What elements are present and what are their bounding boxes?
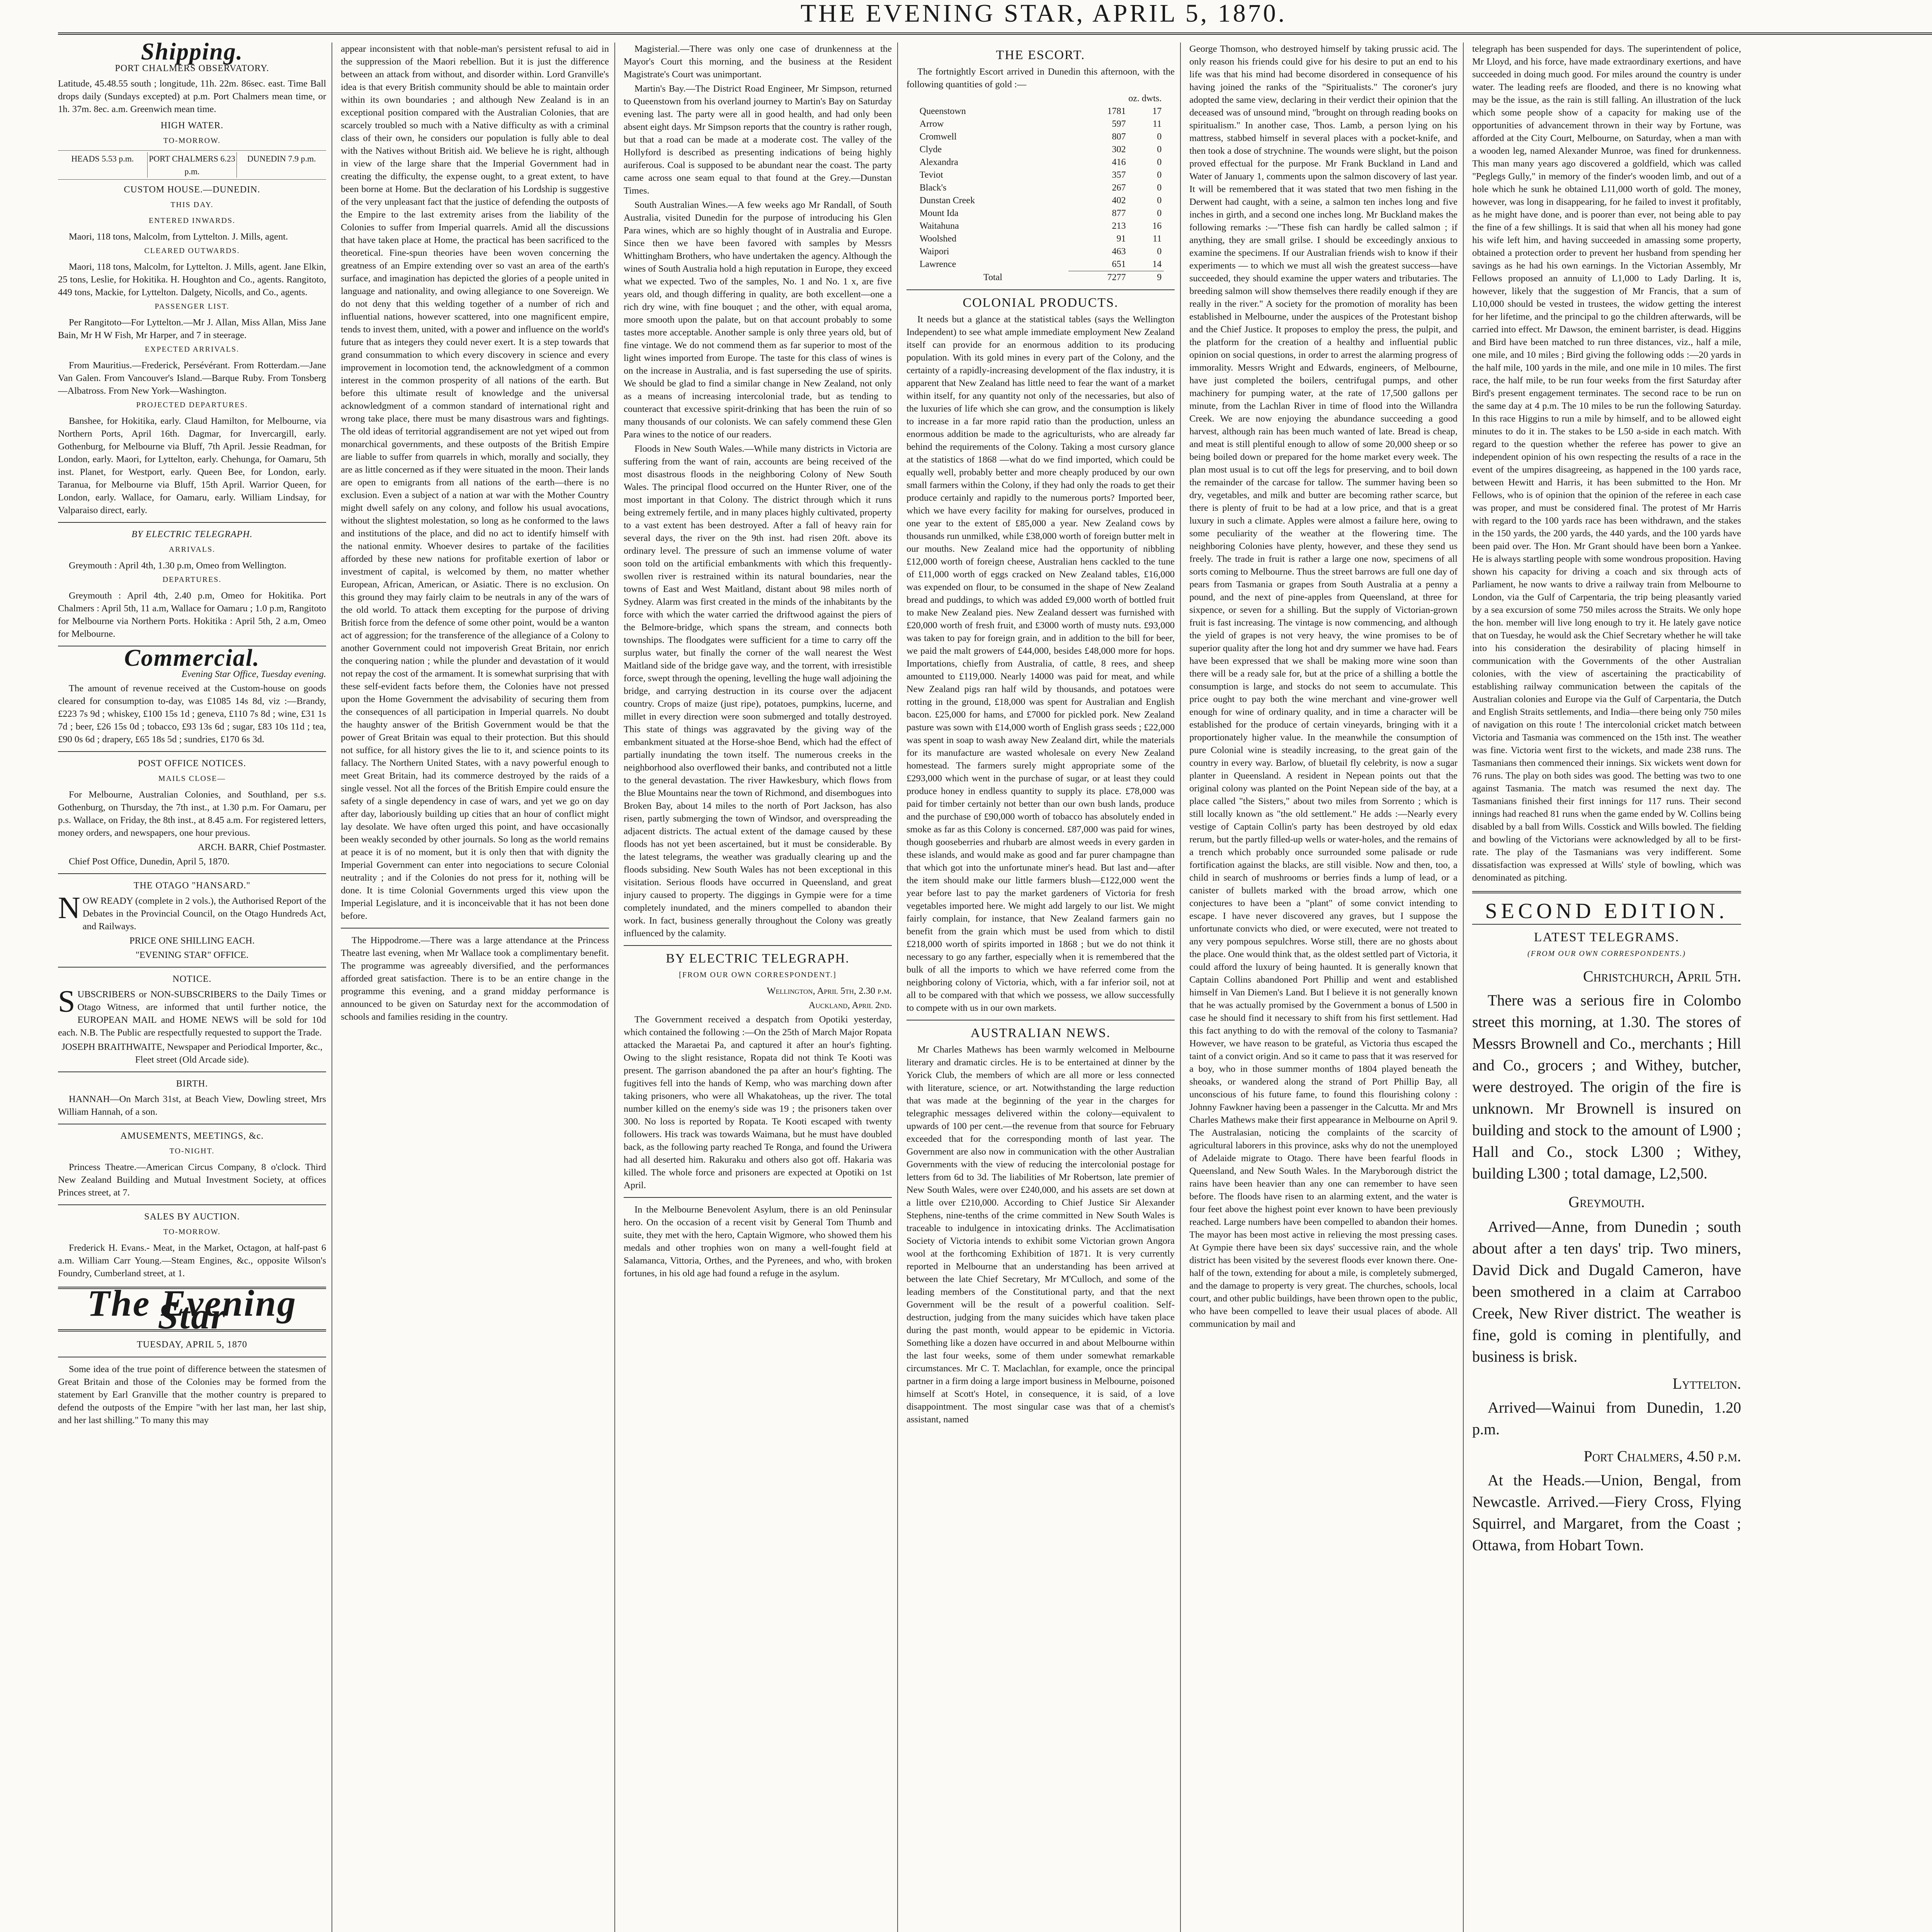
office-line: Evening Star Office, Tuesday evening. bbox=[181, 669, 326, 679]
telegraph-heading: BY ELECTRIC TELEGRAPH. bbox=[666, 951, 850, 966]
gold-total-row bbox=[917, 271, 1164, 284]
correspondent-label: [FROM OUR OWN CORRESPONDENT.] bbox=[679, 971, 837, 979]
tide-table bbox=[58, 150, 326, 180]
cleared-heading: CLEARED OUTWARDS. bbox=[144, 247, 240, 255]
projected-heading: PROJECTED DEPARTURES. bbox=[136, 401, 248, 409]
tomorrow-label: TO-MORROW. bbox=[163, 1228, 221, 1236]
amusements-heading: AMUSEMENTS, MEETINGS, &c. bbox=[120, 1131, 264, 1141]
australian-continued: George Thomson, who destroyed himself by taking prussic acid. The only reason his friends could give for his desire to put an end to his life was that his mind had become disordered in consequence of his having joined the ranks of the "Spiritualists." The coroner's jury adopted the same view, declaring in their verdict their opinion that the deceased was of unsound mind, "brought on through reading books on spiritualism." In another case, Thos. Lamb, a person lying on his mattress, stabbed himself in several places with a pocket-knife, and then took a dose of strychnine. The wounds were slight, but the poison proved effectual for the purpose. Mr Frank Buckland in Land and Water of January 1, comments upon the salmon discovery of last year. It will be remembered that it was stated that two men fishing in the Derwent had caught, with a seine, a salmon ten inches long and five inches in girth, and a second one inches long. Mr Buckland makes the following remarks :—"These fish can hardly be called salmon ; if anything, they are small grilse. I should be exceedingly anxious to examine the specimens. If our Australian friends wish to know if their experiments — to which we must all wish the greatest success—have succeeded, they should examine the upper waters and tributaries. The breeding salmon will show themselves there readily enough if they are really in the river." A society for the promotion of morality has been established in Melbourne, under the auspices of the Protestant bishop and the Chief Justice. It proposes to employ the press, the pulpit, and the platform for the creation of a healthy and influential public opinion on social questions, in order to arrest the alarming progress of immorality. Messrs Wright and Edwards, engineers, of Melbourne, have just completed the boilers, centrifugal pumps, and other machinery for pumping water, at the rate of 17,500 gallons per minute, from the Lachlan River in time of flood into the Willandra Creek. We are now enjoying the abundance succeeding a good harvest, although rain has been much wanted of late. Bread is cheap, and meat is still plentiful enough to allow of some 20,000 sheep or so being boiled down or prepared for the home market every week. The plan most usual is to cut off the legs for preserving, and to boil down the remainder of the carcase for tallow. The summer having been so dry, vegetables, and milk and butter are becoming rather scarce, but there is plenty of fruit to be had at a low price, and that is a great luxury in such a climate. Apples were almost a failure here, owing to some peculiarity of the weather at the flowering time. The neighboring Colonies have plenty, however, and these they send us freely. The trade in fruit is rather a large one now, specimens of all sorts coming to Melbourne. Thus the street barrows are full one day of pears from Tasmania or grapes from South Australia at a penny a pound, and the next of pine-apples from Queensland, at three for sixpence, or seven for a shilling. But the supply of Victorian-grown fruit is fast increasing. The vintage is now commencing, and although the yield of grapes is not very heavy, the wine promises to be of superior quality after the long hot and dry summer we have had. Fears have been expressed that we shall be making more wine soon than there will be a ready sale for, but at the price of a shilling a bottle the consumption is large, and stocks do not seem to accumulate. This price ought to pay both the wine merchant and vine-grower well enough for wine of ordinary quality, and in time a character will be established for the produce of certain vineyards, bringing with it a proportionately higher value. In the meanwhile the consumption of pure Colonial wine is steadily increasing, to the great gain of the country in every way. Barlow, of bluetail fly celebrity, is now a sugar planter in Queensland. A resident in Nepean points out that the original colony was planted on the Point Nepean side of the bay, at a place called "the Sisters," about two miles from Sorrento ; which is still locally known as "the old settlement." He adds :—Nearly every vestige of Captain Collin's party has been destroyed by old edax rerum, but the partly filled-up wells or water-holes, and the remains of a trench which probably once surrounded some palisade or rude fortification against the blacks, are still visible. Now and then, too, a child in search of mushrooms or berries finds a lump of lead, or a canister of bullets marked with the broad arrow, which one conjectures to have been a "plant" of some convict intending to escape. I have never discovered any graves, but I suppose the unfortunate convicts who died, or were executed, were not treated to any very pompous sepulchres. Worse still, there are no ghosts about the place. One would think that, as the oldest settled part of Victoria, it could afford the luxury of being haunted. It is generally known that Captain Collins abandoned Port Phillip and went and established himself in Van Diemen's Land. But I believe it is not generally known that he was actually promised by the Government a bonus of L500 in case he should find it necessary to shift from his first settlement. Had this fact anything to do with the removal of the colony to Tasmania? However, we have reason to be grateful, as Victoria thus escaped the taint of a convict origin. And so it came to pass that it was reserved for a boy, who in those summer months of 1804 played beneath the sheoaks, or wandered along the strand of Port Phillip Bay, all unconscious of his future fame, to found this flourishing colony : Johnny Fawkner having been a passenger in the Calcutta. Mr and Mrs Charles Mathews make their first appearance in Melbourne on April 9. The Australasian, noticing the complaints of the scarcity of agricultural laborers in this province, asks why do not the unemployed of Adelaide migrate to Otago. There have been fearful floods in Queensland, and New South Wales. In the Maryborough district the rains have been heavier than any one can remember to have seen before. The floods have risen to an alarming extent, and the water is four feet above the highest point ever known to have been previously reached. Large numbers have been compelled to abandon their homes. The mayor has been most active in relieving the most pressing cases. At Gympie there have been six days' successive rain, and the whole district has been visited by the severest floods ever known there. One-half of the town, extending for about a mile, is completely submerged, and the damage to property is very great. The churches, schools, local court, and other public buildings, have been thrown open to the public, who have been compelled to leave their usual places of abode. All communication by mail and bbox=[1189, 44, 1458, 1329]
divider bbox=[906, 289, 1175, 290]
passenger-heading: PASSENGER LIST. bbox=[155, 302, 230, 311]
post-office-heading: POST OFFICE NOTICES. bbox=[138, 759, 247, 769]
masthead-title: The Evening Star bbox=[87, 1282, 297, 1337]
second-edition-heading: SECOND EDITION. bbox=[1485, 899, 1728, 923]
divider bbox=[58, 522, 326, 523]
gold-oz: 267 bbox=[1112, 183, 1126, 193]
this-day-label: THIS DAY. bbox=[170, 201, 214, 209]
divider bbox=[58, 1204, 326, 1205]
gold-place: Queenstown bbox=[919, 106, 966, 116]
gold-row bbox=[917, 233, 1164, 245]
hansard-body: OW READY (complete in 2 vols.), the Authorised Report of the Debates in the Provincial Council, on the Otago Hundreds Act, and Railways. bbox=[82, 896, 326, 932]
australian-continued-2: telegraph has been suspended for days. The superintendent of police, Mr Lloyd, and his force, have made extraordinary exertions, and have succeeded in doing much good. For miles around the country is under water. The leading reefs are flooded, and there is no knowing what may be the issue, as the rain is still falling. An illustration of the luck which some people show of a capacity for making use of the opportunities of advancement thrown in their way by Fortune, was afforded at the City Court, Melbourne, on Saturday, when a man with a wooden leg, named Alexander Munroe, was fined for drunkenness. This man many years ago discovered a goldfield, which was called "Peglegs Gully," in memory of the finder's wooden limb, and out of a hole which he sunk he obtained L11,000 worth of gold. The money, however, was long in disappearing, for he failed to invest it profitably, as he might have done, and is poorer than ever, not being able to pay the fine of a few shillings. It is said that when all his money had gone his wife left him, and having succeeded in amassing some property, obtained a protection order to prevent her husband from spending her savings as he had his own earnings. In the Victorian Assembly, Mr Fellows proposed an annuity of L1,000 to Lady Darling. It is, however, likely that the suggestion of Mr Francis, that a sum of L10,000 should be vested in trustees, the widow getting the interest for her lifetime, and the principal to go the children afterwards, will be carried into effect. Mr Dawson, the eminent barrister, is dead. Higgins and Bird have been matched to run three distances, viz., half a mile, one mile, and 10 miles ; Bird giving the following odds :—20 yards in the half mile, 100 yards in the mile, and one mile in 10 miles. The first race, the half mile, to be run four weeks from the first Saturday after Bird's present engagement terminates. The second race to be run on the same day at 4 p.m. The 10 miles to be run the following Saturday. In this race Higgins to run a mile by himself, and to be allowed eight minutes to do it in. The stakes to be L50 a-side in each match. With regard to the question whether the referee has power to give an independent opinion of his own respecting the results of a race in the event of the umpires disagreeing, as happened in the 100 yards race, between Hewitt and Harris, it has been submitted to the Hon. Mr Fellows, who is of opinion that the opinion of the referee in each case was proper, and must be considered final. The protest of Mr Harris with regard to the 100 yards race has been withdrawn, and the stakes in the 150 yards, the 200 yards, the 440 yards, and the 100 yards have been paid over. The Hon. Mr Grant should have been born a Yankee. He is always startling people with some wondrous proposition. Having shown his capacity for driving a coach and six through acts of Parliament, he now wants to drive a railway train from Melbourne to London, via the Gulf of Carpentaria, the trip being pleasantly varied by a sea excursion of some 750 miles across the Straits. We only hope the hon. member will live long enough to try it. He lately gave notice that on Tuesday, he would ask the Chief Secretary whether he will take into his consideration the desirability of placing himself in communication with the Governments of the other Australian colonies, with the view of ascertaining the practicability of establishing railway communication between the capitals of the Australian colonies and Europe via the Gulf of Carpentaria, the Dutch and English Straits settlements, and India—there being only 750 miles of navigation on this route ! The intercolonial cricket match between Victoria and Tasmania was commenced on the 15th inst. The weather was fine. Victoria went first to the wickets, and made 238 runs. The Tasmanians then commenced their innings. Six wickets went down for 76 runs. The play on both sides was good. The betting was two to one against Tasmania. The match was resumed the next day. The Tasmanians finished their first innings for 117 runs. Their second innings had reached 81 runs when the game ended by W. Collins being disabled by a ball from Wills. Cosstick and Wills bowled. The fielding and bowling of the Victorians were acknowledged by all to be first-rate. The play of the Tasmanians was very indifferent. Some dissatisfaction was expressed at Wills' style of bowling, which was denominated as pitching. bbox=[1472, 44, 1741, 883]
gold-total-oz: 7277 bbox=[1068, 271, 1128, 284]
gold-place: Cromwell bbox=[919, 132, 957, 142]
gold-place: Waitahuna bbox=[919, 221, 959, 231]
amusements-text: Princess Theatre.—American Circus Company, 8 o'clock. Third New Zealand Building and Mutual Investment Society, at offices Princes street, at 7. bbox=[58, 1162, 326, 1198]
hippodrome-text: The Hippodrome.—There was a large attendance at the Princess Theatre last evening, when Mr Wallace took a complimentary benefit. The programme was agreeably diversified, and the performances afforded great satisfaction. There is to be an entire change in the programme this evening, and a grand midday performance is announced to be given on Saturday next for the accommodation of schools and families residing in the country. bbox=[341, 935, 609, 1022]
floods-text: Floods in New South Wales.—While many districts in Victoria are suffering from the want of rain, accounts are being received of the most disastrous floods in the neighboring Colony of New South Wales. The principal flood occurred on the Hunter River, one of the most important in that Colony. The district through which it runs being extremely fertile, and in many places highly cultivated, property to a vast extent has been destroyed. After a fall of heavy rain for several days, the river on the 9th inst. had risen 20ft. above its ordinary level. The pressure of such an immense volume of water soon told on the artificial embankments with which this frequently-swollen river is restrained within its natural boundaries, near the towns of East and West Maitland, distant about 98 miles north of Sydney. Alarm was first created in the minds of the inhabitants by the force with which the water carried the driftwood against the piers of the Belmore-bridge, which spans the stream, and connects both townships. The floodgates were sufficient for a time to carry off the surplus water, but finally the corner of the wall nearest the West Maitland side of the bridge gave way, and the torrent, with irresistible force, swept through the opening, levelling the huge wall adjoining the bridge, and carrying destruction in its course over the adjacent country. Crops of maize (just ripe), potatoes, pumpkins, lucerne, and millet in every direction were soon submerged and totally destroyed. This state of things was aggravated by the giving way of the embankment situated at the Horse-shoe Bend, which had the effect of partially inundating the town itself. The numerous creeks in the neighborhood also overflowed their banks, and contributed not a little to the general devastation. The river Hawkesbury, which flows from the Blue Mountains near the town of Richmond, and disembogues into Broken Bay, about 14 miles to the north of Port Jackson, has also risen, partly submerging the town of Windsor, and overspreading the adjacent districts. The actual extent of the damage caused by these floods has not yet been ascertained, but it must be considerable. By the latest telegrams, the weather was gradually clearing up and the floods subsiding. New South Wales has not been exceptional in this visitation. Serious floods have occurred in Queensland, and great injury caused to property. The diggings in Gympie were for a time completely inundated, and the miners compelled to abandon their work. In fact, business generally throughout the Colony was greatly influenced by the calamity. bbox=[624, 444, 892, 939]
gold-dwt: 0 bbox=[1157, 145, 1162, 155]
gold-oz: 91 bbox=[1116, 234, 1126, 244]
column-3 bbox=[624, 43, 898, 1932]
gold-oz: 651 bbox=[1112, 259, 1126, 269]
page-header: THE EVENING STAR, APRIL 5, 1870. bbox=[800, 0, 1287, 27]
gold-place: Waipori bbox=[919, 247, 949, 257]
entered-heading: ENTERED INWARDS. bbox=[148, 216, 236, 225]
greymouth-text: Arrived—Anne, from Dunedin ; south about after a ten days' trip. Two miners, David Dick and Dugald Cameron, have been smothered in a claim at Carraboo Creek, New River district. The weather is fine, gold is coming in plentifully, and business is brisk. bbox=[1472, 1218, 1741, 1365]
notice-sign: JOSEPH BRAITHWAITE, Newspaper and Periodical Importer, &c., Fleet street (Old Arcade side). bbox=[61, 1042, 323, 1065]
birth-heading: BIRTH. bbox=[176, 1079, 208, 1089]
australian-text: Mr Charles Mathews has been warmly welcomed in Melbourne literary and dramatic circles. He is to be entertained at dinner by the Yorick Club, the members of which are all more or less connected with literature, science, or art. Notwithstanding the large reduction that was made at the beginning of the year in the charges for telegraphic messages delivered within the colony—equivalent to upwards of 100 per cent.—the revenue from that source for February exceeded that for the corresponding month of last year. The Government are also now in communication with the other Australian Governments with the view of reducing the intercolonial postage for letters from 6d to 3d. The liabilities of Mr Robertson, late premier of New South Wales, were over £240,000, and his assets are set down at a little over £210,000. According to Chief Justice Sir Alexander Stephens, nine-tenths of the crime committed in New South Wales is traceable to indulgence in intoxicating drinks. The Acclimatisation Society of Victoria intends to exhibit some Victorian grown Angora wool at the forthcoming Exhibition of 1871. It is very currently reported in Melbourne that an understanding has been arrived at between the late Chief Secretary, Mr M'Culloch, and some of the leading members of the Constitutional party, and that the next Government will be the result of a powerful coalition. Self-destruction, judging from the many suicides which have taken place during the past month, would appear to be epidemic in Victoria. Something like a dozen have occurred in and about Melbourne within the last four weeks, some of them under somewhat remarkable circumstances. Mr C. T. Maclachlan, for example, once the principal partner in a firm doing a large import business in Melbourne, poisoned himself at Scott's Hotel, in consequence, it is said, of a love disappointment. The most singular case was that of a chemist's assistant, named bbox=[906, 1044, 1175, 1425]
issue-date: TUESDAY, APRIL 5, 1870 bbox=[137, 1340, 247, 1350]
gold-units-row bbox=[917, 92, 1164, 105]
high-water-heading: HIGH WATER. bbox=[160, 121, 224, 131]
gold-oz: 877 bbox=[1112, 208, 1126, 218]
wines-text: South Australian Wines.—A few weeks ago Mr Randall, of South Australia, visited Dunedin for the purpose of introducing his Glen Para wines, which are so highly thought of in Australia and Europe. Since then we have been favored with samples by Messrs Whittingham Brothers, who have undertaken the agency. Although the wines of South Australia hold a high reputation in Europe, they exceed what we expected. Two of the samples, No. 1 and No. 1 x, are five years old, and though differing in quality, are both excellent—one a rich dry wine, with fine bouquet ; and the other, with equal aroma, more smooth upon the palate, but on that account probably to some tastes more acceptable. Another sample is only three years old, but of fine vintage. We do not commend them as far superior to most of the light wines imported from Europe. The taste for this class of wines is on the increase in Australia, and is fast superseding the use of spirits. We should be glad to find a similar change in New Zealand, not only as a means of increasing intercolonial trade, but as tending to counteract that excessive spirit-drinking that has been the ruin of so many thousands of our colonists. We can safely commend these Glen Para wines to the notice of our readers. bbox=[624, 200, 892, 440]
header-rule bbox=[58, 32, 1932, 35]
gold-place: Black's bbox=[919, 183, 947, 193]
gold-row bbox=[917, 220, 1164, 233]
dateline-lyttelton: Lyttelton. bbox=[1672, 1375, 1741, 1392]
gold-oz: 302 bbox=[1112, 145, 1126, 155]
telegrams-body bbox=[1472, 966, 1741, 1556]
gold-place: Alexandra bbox=[919, 157, 958, 167]
price-line: PRICE ONE SHILLING EACH. bbox=[129, 935, 255, 946]
gold-oz: 416 bbox=[1112, 157, 1126, 167]
column-6 bbox=[1472, 43, 1747, 1932]
shipping-heading: Shipping. bbox=[141, 43, 243, 65]
notice-heading: NOTICE. bbox=[172, 974, 212, 984]
gold-dwt: 0 bbox=[1157, 208, 1162, 218]
column-2 bbox=[341, 43, 615, 1932]
postmaster-sign: ARCH. BARR, Chief Postmaster. bbox=[197, 842, 326, 852]
commercial-text: The amount of revenue received at the Custom-house on goods cleared for consumption to-day, was £1085 14s 8d, viz :—Brandy, £223 7s 9d ; whiskey, £100 15s 1d ; geneva, £110 7s 8d ; wine, £31 1s 7d ; beer, £26 15s 0d ; tobacco, £93 13s 6d ; sugar, £83 10s 11d ; tea, £90 0s 6d ; drapery, £65 18s 5d ; sundries, £170 6s 3d. bbox=[58, 683, 326, 745]
gold-total-label: Total bbox=[983, 272, 1002, 282]
gold-oz: 213 bbox=[1112, 221, 1126, 231]
gold-place: Mount Ida bbox=[919, 208, 959, 218]
gold-dwt: 0 bbox=[1157, 183, 1162, 193]
gold-row bbox=[917, 118, 1164, 131]
lyttelton-text: Arrived—Wainui from Dunedin, 1.20 p.m. bbox=[1472, 1399, 1741, 1438]
divider bbox=[1472, 924, 1741, 925]
gold-place: Clyde bbox=[919, 145, 942, 155]
gold-row bbox=[917, 182, 1164, 194]
arrivals-text: Greymouth : April 4th, 1.30 p.m, Omeo from Wellington. bbox=[69, 560, 287, 571]
drop-cap: S bbox=[58, 985, 75, 1019]
telegraph-heading: BY ELECTRIC TELEGRAPH. bbox=[131, 529, 253, 539]
post-office-sign: Chief Post Office, Dunedin, April 5, 1870. bbox=[69, 856, 230, 867]
latest-telegrams-heading: LATEST TELEGRAMS. bbox=[1534, 930, 1680, 944]
birth-text: HANNAH—On March 31st, at Beach View, Dowling street, Mrs William Hannah, of a son. bbox=[58, 1094, 326, 1117]
expected-text: From Mauritius.—Frederick, Persévérant. From Rotterdam.—Jane Van Galen. From Vancouver's Island.—Barque Ruby. From Tonsberg—Albatross. From New York—Washington. bbox=[58, 360, 326, 396]
departures-text: Greymouth : April 4th, 2.40 p.m, Omeo for Hokitika. Port Chalmers : April 5th, 11 a.m, Wallace for Oamaru ; 1.0 p.m, Rangitoto for Melbourne via Northern Ports. Hokitika : April 5th, 2 a.m, Omeo for Melbourne. bbox=[58, 590, 326, 639]
martins-bay-text: Martin's Bay.—The District Road Engineer, Mr Simpson, returned to Queenstown from his overland journey to Martin's Bay on Saturday evening last. The party were all in good health, and had only been absent eight days. Mr Simpson reports that the country is rather rough, but that a road can be made at a moderate cost. The valley of the Hollyford is described as presenting indications of being highly auriferous. Coal is supposed to be abundant near the coast. The party came across one seam equal to that found at the Grey.—Dunstan Times. bbox=[624, 83, 892, 196]
port-chalmers-text: At the Heads.—Union, Bengal, from Newcastle. Arrived.—Fiery Cross, Flying Squirrel, and Margaret, from the Coast ; Ottawa, from Hobart Town. bbox=[1472, 1471, 1741, 1554]
tide-port-chalmers: PORT CHALMERS 6.23 p.m. bbox=[148, 152, 237, 178]
dateline-auckland: Auckland, April 2nd. bbox=[808, 1000, 892, 1010]
gold-dwt: 0 bbox=[1157, 132, 1162, 142]
gold-place: Woolshed bbox=[919, 234, 957, 244]
colonial-text: It needs but a glance at the statistical tables (says the Wellington Independent) to see what ample immediate employment New Zealand itself can provide for an enormous addition to its producing population. With its gold mines in every part of the Colony, and the certainty of a rapidly-increasing development of the flax industry, it is apparent that New Zealand has little need to fear the want of a market within itself, for any quantity not only of the necessaries, but also of the luxuries of life which she can grow, and the consumption is likely to increase in a far more rapid ratio than the production, unless an enormous addition be made to the agriculturists, who are already far behind the requirements of the Colony. Taking a most cursory glance at the statistics of 1868 —what do we find imported, which could be equally well, probably better and more cheaply produced by our own small farmers within the Colony, if they had only the roads to get their produce certainly and rapidly to the numerous ports? Imported beer, which we have every facility for making for ourselves, produced in one year to the extent of £85,000 a year. New Zealand cows by thousands run unmilked, while £38,000 worth of foreign butter melt in our mouths. New Zealand mice had the opportunity of nibbling £12,000 worth of foreign cheese, Australian hens cackled to the tune of £11,000 worth of eggs cracked on New Zealand tables, £16,000 was expended on flour, to be consumed in the shape of New Zealand bread and puddings, to which was added £9,000 worth of bottled fruit to make New Zealand pies. New Zealand dessert was furnished with £20,000 worth of fresh fruit, and £3000 worth of musty nuts. £93,000 was taken to pay for foreign grain, and in addition to the bill for beer, we paid the malt growers of £44,000, besides £48,000 more for hops. Importations, chiefly from Australia, of cattle, 8 rees, and sheep amounted to £119,000. Nearly 14000 was paid for meat, and while New Zealand pigs ran half wild by thousands, and potatoes were rotting in the ground, £18,000 was spent for Australian and English bacon. £25,000 for hams, and £7000 for pickled pork. New Zealand pasture was sown with £14,000 worth of English grass seeds ; £22,000 was spent in soap to wash away New Zealand dirt, while the materials for its manufacture are wasted wholesale on every New Zealand homestead. The farmers surely might appropriate some of the £293,000 which went in the purchase of sugar, or at least they could produce honey in endless quantity to supply its place. £78,000 was paid for timber certainly not better than our own bush lands, produce and the purchase of £90,000 worth of tobacco has absolutely ended in smoke as far as this Colony is concerned. £87,000 was paid for wines, though gooseberries and rhubarb are almost weeds in every garden in these islands, and would make as good and far purer champagne than that which got into the unfortunate miner's head. But last and—after the item should make our little farmers blush—£122,000 went the year before last to pay the market gardeners of Victoria for fresh vegetables imported here. We might add largely to our list. We might fairly complain, for instance, that New Zealand farmers gain no benefit from the grain which must be used from which to distil £218,000 worth of spirits imported in 1868 ; but we do not think it necessary to go any farther, especially when it is remembered that the bulk of all the imports to which we have referred come from the neighboring colony of Victoria, which, with a far inferior soil, not at all to be compared with that which we possess, we allow successfully to compete with us in our own markets. bbox=[906, 314, 1175, 1013]
gold-row bbox=[917, 105, 1164, 118]
gold-dwt: 0 bbox=[1157, 170, 1162, 180]
tide-heads: HEADS 5.53 p.m. bbox=[58, 152, 148, 178]
divider bbox=[58, 873, 326, 874]
divider bbox=[1472, 891, 1741, 893]
gold-dwt: 11 bbox=[1153, 119, 1162, 129]
gold-place: Dunstan Creek bbox=[919, 196, 975, 206]
notice-text bbox=[58, 985, 326, 1039]
column-5 bbox=[1189, 43, 1464, 1932]
arrivals-heading: ARRIVALS. bbox=[168, 545, 216, 554]
tomorrow-label: TO-MORROW. bbox=[163, 136, 221, 145]
escort-text: The fortnightly Escort arrived in Dunedin this afternoon, with the following quantities of gold :— bbox=[906, 66, 1175, 90]
gold-row bbox=[917, 131, 1164, 143]
dateline-port-chalmers: Port Chalmers, 4.50 p.m. bbox=[1583, 1447, 1741, 1465]
gold-row bbox=[917, 194, 1164, 207]
gold-row bbox=[917, 156, 1164, 169]
gold-oz: 597 bbox=[1112, 119, 1126, 129]
customs-heading: CUSTOM HOUSE.—DUNEDIN. bbox=[124, 185, 260, 195]
entered-text: Maori, 118 tons, Malcolm, from Lyttelton. J. Mills, agent. bbox=[69, 231, 288, 242]
divider bbox=[341, 928, 609, 929]
greymouth-heading: Greymouth. bbox=[1568, 1193, 1645, 1211]
passenger-text: Per Rangitoto—For Lyttelton.—Mr J. Allan, Miss Allan, Miss Jane Bain, Mr H W Fish, Mr Harper, and 7 in steerage. bbox=[58, 317, 326, 340]
editorial-continued: appear inconsistent with that noble-man's persistent refusal to aid in the suppression of the Maori rebellion. But it is just the difference between an attack from without, and disorder within. Lord Granville's idea is that every British community should be able to maintain order within its own boundaries ; and although New Zealand is in an exceptional position compared with the Australian Colonies, that are scarcely troubled so much with a Native difficulty as with a criminal class of their own, he considers our population is fully able to deal with the Natives without British aid. We believe he is right, although in view of the large share that the Imperial Government had in creating the difficulty, the expense ought, to a great extent, to have been borne at Home. But the declaration of his Lordship is suggestive of the very unpleasant fact that the justice of defending the outposts of the Empire to the last extremity arises from the liability of the Colonies to suffer from Imperial quarrels. Amid all the discussions that have taken place at Home, the practical has been sacrificed to the theoretical. Fine-spun theories have been woven concerning the greatness of an Empire extending over so vast an area of the earth's surface, and imagination has depicted the glories of a people united in language and nationality, and owing allegiance to one Sovereign. We do not deny that this welding together of a number of rich and influential nations, however scattered, into one magnificent empire, tends to invest them, united, with a power and influence on the world's future that as integers they could never exert. It is a step towards that grand consummation to which every discovery in science and every improvement in locomotion tend, the acknowledgment of a common interest in the common prosperity of all nations of the earth. But before this ultimate result of knowledge and the universal acknowledgment of a common standard of international right and wrong take place, there must be many disastrous wars and fightings. The old ideas of territorial aggrandisement are not yet wiped out from monarchical governments, and these outposts of the British Empire are liable to suffer from quarrels in which, morally and socially, they are as little concerned as if they were situated in the moon. Their lands are open to emigrants from all nations of the earth—there is no exclusion. Even a subject of a nation at war with the Mother Country might dwell safely on any colony, and follow his usual avocations, without the slightest molestation, so long as he conformed to the laws and institutions of the place, and did no act to identify himself with the national enmity. Whoever desires to partake of the facilities afforded by these new nations for profitable exertion of labor or investment of capital, is welcomed by them, no matter whether European, African, American, or Asiatic. There is no exclusion. On this ground they may fairly claim to be neutrals in any of the wars of the old world. To attack them excepting for the purpose of driving British force from the defence of some other point, would be a wanton act of aggression; for the transference of the allegiance of a Colony to another Government could not impoverish Great Britain, nor enrich the conquering nation ; while the plunder and devastation of it would not repay the cost of the armament. It is somewhat surprising that with these self-evident facts before them, the Colonies have not pressed upon the Home Government the advisability of securing them from the consequences of all participation in Imperial quarrels. No doubt the haughty answer of the British Government would be that the power of Great Britain was equal to their protection. But this should not suffice, for all history gives the lie to it, and science points to its fallacy. The Northern United States, with a navy powerful enough to meet Great Britain, had its commerce destroyed by the raids of a single vessel. Not all the forces of the British Empire could ensure the safety of a single dependency in case of wars, and yet we go on day after day, laboriously building up cities that an hour of conflict might lay desolate. We have often urged this point, and have occasionally been weakly seconded by other journals. So long as the world remains at peace it is of no moment, but it is only then that with dignity the Imperial Government can enter into negociations to secure Colonial neutrality ; and if the Colonies do not press for it, nothing will be done. It is time Colonial Governments urged this view upon the Imperial Legislature, and it is inconceivable that it has not been done before. bbox=[341, 44, 609, 921]
divider bbox=[58, 967, 326, 968]
gold-total-dwt: 9 bbox=[1128, 271, 1164, 284]
tide-dunedin: DUNEDIN 7.9 p.m. bbox=[247, 154, 316, 163]
gold-row bbox=[917, 258, 1164, 271]
gold-oz: 463 bbox=[1112, 247, 1126, 257]
gold-row bbox=[917, 245, 1164, 258]
divider bbox=[58, 751, 326, 752]
observatory-text: Latitude, 45.48.55 south ; longitude, 11h. 22m. 86sec. east. Time Ball drops daily (Sundays excepted) at p.m. Port Chalmers mean time, or 1h. 37m. 8ec. a.m. Greenwich mean time. bbox=[58, 78, 326, 114]
column-1 bbox=[58, 43, 332, 1932]
asylum-text: In the Melbourne Benevolent Asylum, there is an old Peninsular hero. On the occasion of a recent visit by General Tom Thumb and suite, they met with the hero, Captain Wigmore, who showed them his medals and other trophies won on many a well-fought field at Salamanca, Vittoria, Orthes, and the Pyrenees, and who, with broken fortunes, in his old age had found a refuge in the asylum. bbox=[624, 1204, 892, 1279]
gold-row bbox=[917, 207, 1164, 220]
gold-table bbox=[917, 92, 1164, 284]
sales-text: Frederick H. Evans.- Meat, in the Market, Octagon, at half-past 6 a.m. William Carr Young.—Steam Engines, &c., opposite Wilson's Foundry, Cumberland street, at 1. bbox=[58, 1243, 326, 1279]
gold-dwt: 14 bbox=[1152, 259, 1162, 269]
divider bbox=[624, 945, 892, 946]
gold-row bbox=[917, 169, 1164, 182]
drop-cap: N bbox=[58, 891, 80, 925]
editorial-start: Some idea of the true point of difference between the statesmen of Great Britain and those of the Colonies may be formed from the statement by Earl Granville that the mother country is prepared to defend the outposts of the Empire "with her last man, her last ship, and her last shilling." To many this may bbox=[58, 1364, 326, 1425]
colonial-heading: COLONIAL PRODUCTS. bbox=[963, 296, 1119, 310]
gold-place: Teviot bbox=[919, 170, 943, 180]
gold-oz: 807 bbox=[1112, 132, 1126, 142]
gold-oz: 357 bbox=[1112, 170, 1126, 180]
australian-heading: AUSTRALIAN NEWS. bbox=[970, 1026, 1111, 1040]
tonight-label: TO-NIGHT. bbox=[169, 1147, 215, 1155]
post-office-text: For Melbourne, Australian Colonies, and Southland, per s.s. Gothenburg, on Thursday, the 7th inst., at 1.30 p.m. For Oamaru, per p.s. Wallace, on Friday, the 8th inst., at 8.45 a.m. For registered letters, money orders, and newspapers, one hour previous. bbox=[58, 789, 326, 838]
projected-text: Banshee, for Hokitika, early. Claud Hamilton, for Melbourne, via Northern Ports, April 16th. Dagmar, for Invercargill, early. Gothenburg, for Melbourne via Bluff, 7th April. Jessie Readman, for London, early. Maori, for Lyttelton, early. Chehunga, for Oamaru, 5th inst. Planet, for Westport, early. Queen Bee, for London, early. Taranua, for Melbourne via Bluff, 15th April. Warrior Queen, for London, early. Wallace, for Oamaru, early. William Lindsay, for Valparaiso direct, early. bbox=[58, 416, 326, 515]
hansard-text bbox=[58, 891, 326, 933]
gold-units: oz. dwts. bbox=[1128, 94, 1162, 104]
correspondents-label: (FROM OUR OWN CORRESPONDENTS.) bbox=[1527, 949, 1686, 958]
gold-row bbox=[917, 143, 1164, 156]
gold-dwt: 17 bbox=[1152, 106, 1162, 116]
departures-heading: DEPARTURES. bbox=[162, 575, 222, 584]
divider bbox=[58, 1071, 326, 1072]
observatory-heading: PORT CHALMERS OBSERVATORY. bbox=[115, 63, 269, 73]
gold-dwt: 0 bbox=[1157, 247, 1162, 257]
commercial-heading: Commercial. bbox=[124, 645, 260, 671]
hansard-heading: THE OTAGO "HANSARD." bbox=[133, 881, 251, 891]
gold-oz: 1781 bbox=[1107, 106, 1126, 116]
newspaper-columns bbox=[58, 43, 1932, 1932]
sales-heading: SALES BY AUCTION. bbox=[144, 1212, 240, 1222]
gold-dwt: 0 bbox=[1157, 157, 1162, 167]
divider bbox=[624, 1197, 892, 1198]
column-4 bbox=[906, 43, 1181, 1932]
gold-place: Arrow bbox=[919, 119, 944, 129]
escort-heading: THE ESCORT. bbox=[996, 48, 1085, 62]
christchurch-text: There was a serious fire in Colombo street this morning, at 1.30. The stores of Messrs Brownell and Co., merchants ; Hill and Co., grocers ; and Withey, butcher, were destroyed. The origin of the fire is unknown. Mr Brownell is insured on building and stock to the amount of L900 ; Hall and Co., stock L300 ; Withey, building L300 ; total damage, L2,500. bbox=[1472, 992, 1741, 1182]
cleared-text: Maori, 118 tons, Malcolm, for Lyttelton. J. Mills, agent. Jane Elkin, 25 tons, Leslie, for Hokitika. H. Houghton and Co., agents. Rangitoto, 449 tons, Mackie, for Lyttelton. Dalgety, Nicolls, and Co., agents. bbox=[58, 262, 326, 298]
telegraph-text: The Government received a despatch from Opotiki yesterday, which contained the following :—On the 25th of March Major Ropata attacked the Maraetai Pa, and captured it after an hour's fighting. Owing to the slight resistance, Ropata did not think Te Kooti was present. The garrison abandoned the pa after an hour's fighting. The fugitives fell into the hands of Kemp, who was marching down after taking prisoners, who were all Whakatoheas, up the river. The total number killed on the enemy's side was 19 ; the prisoners taken over 300. No loss is reported by Ropata. Te Kooti escaped with twenty followers. His track was towards Waimana, but he must have doubled back, as the following party reached Te Ronga, and found the Uriwera had all deserted him. Rakuraku and others also got off. Hakaria was killed. The whole force and prisoners are expected at Opotiki on 1st April. bbox=[624, 1014, 892, 1190]
dateline-wellington: Wellington, April 5th, 2.30 p.m. bbox=[767, 986, 892, 996]
gold-oz: 402 bbox=[1112, 196, 1126, 206]
gold-dwt: 11 bbox=[1153, 234, 1162, 244]
dateline-christchurch: Christchurch, April 5th. bbox=[1583, 968, 1741, 985]
mails-close-label: MAILS CLOSE— bbox=[158, 774, 226, 783]
gold-dwt: 0 bbox=[1157, 196, 1162, 206]
notice-body: UBSCRIBERS or NON-SUBSCRIBERS to the Daily Times or Otago Witness, are informed that until further notice, the EUROPEAN MAIL and HOME NEWS will be sold for 10d each. N.B. The Public are respectfully requested to support the Trade. bbox=[58, 989, 326, 1038]
gold-dwt: 16 bbox=[1152, 221, 1162, 231]
expected-heading: EXPECTED ARRIVALS. bbox=[145, 345, 240, 354]
magisterial-text: Magisterial.—There was only one case of drunkenness at the Mayor's Court this morning, and the business at the Resident Magistrate's Court was unimportant. bbox=[624, 44, 892, 80]
office-name: "EVENING STAR" OFFICE. bbox=[135, 950, 249, 960]
gold-place: Lawrence bbox=[919, 259, 956, 270]
